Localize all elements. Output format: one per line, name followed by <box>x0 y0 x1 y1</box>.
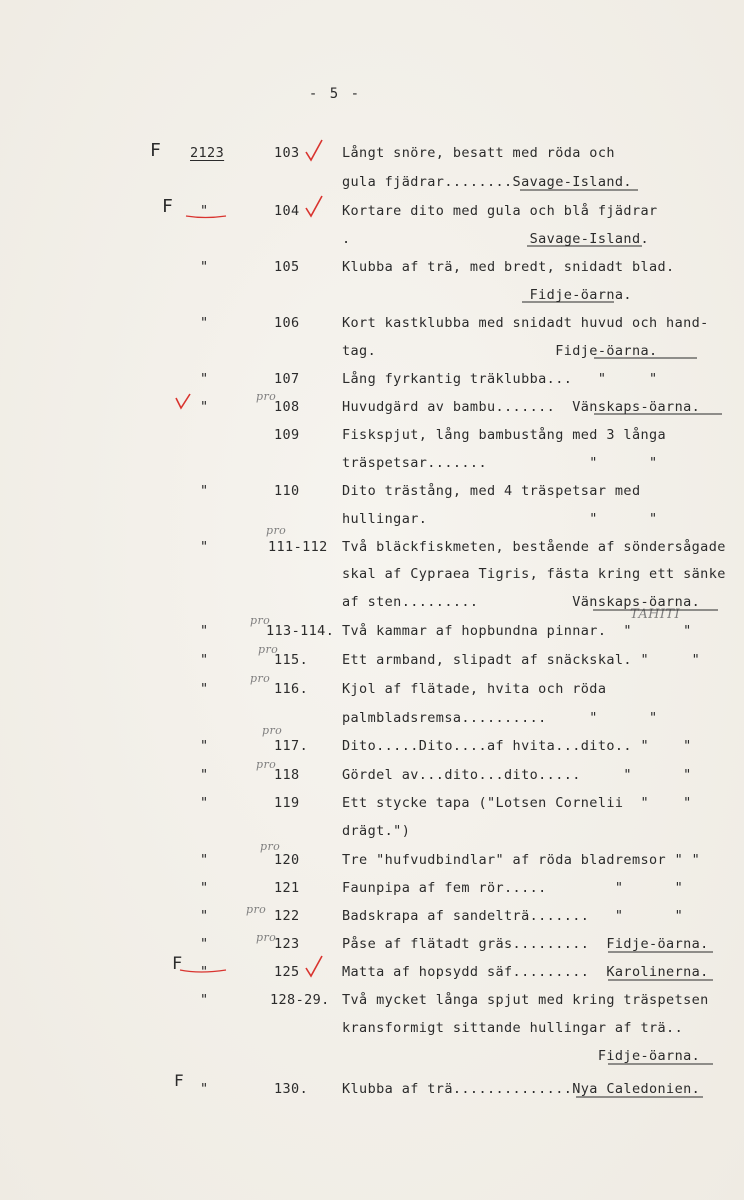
item-description: Två bläckfiskmeten, bestående af söndersågade <box>342 539 726 555</box>
item-number: 122 <box>274 908 300 924</box>
ditto-mark: " <box>200 203 209 219</box>
item-number: 121 <box>274 880 300 896</box>
ditto-mark: " <box>200 539 209 555</box>
item-number: 107 <box>274 371 300 387</box>
ditto-mark: " <box>200 992 209 1008</box>
item-description: Huvudgärd av bambu....... Vänskaps-öarna. <box>342 399 701 415</box>
ditto-mark: " <box>200 371 209 387</box>
ditto-mark: " <box>200 681 209 697</box>
item-number: 125 <box>274 964 300 980</box>
item-description: Matta af hopsydd säf......... Karolinerna. <box>342 964 709 980</box>
item-description: Kort kastklubba med snidadt huvud och hand- <box>342 315 709 331</box>
item-description: drägt.") <box>342 823 411 839</box>
f-mark: F <box>162 196 174 217</box>
item-description: af sten......... Vänskaps-öarna. <box>342 594 701 610</box>
item-number: 123 <box>274 936 300 952</box>
ditto-mark: " <box>200 767 209 783</box>
item-number: 103 <box>274 145 300 161</box>
item-number: 109 <box>274 427 300 443</box>
ditto-mark: " <box>200 795 209 811</box>
item-number: 108 <box>274 399 300 415</box>
ditto-mark: " <box>200 483 209 499</box>
pencil-note: pro <box>260 840 281 853</box>
ditto-mark: " <box>200 908 209 924</box>
item-number: 111-112 <box>268 539 328 555</box>
inventory-number: 2123 <box>190 145 225 161</box>
item-description: Fidje-öarna. <box>342 287 632 303</box>
item-description: palmbladsremsa.......... " " <box>342 710 658 726</box>
item-description: Två kammar af hopbundna pinnar. " " <box>342 623 692 639</box>
ditto-mark: " <box>200 623 209 639</box>
item-description: Dito.....Dito....af hvita...dito.. " " <box>342 738 692 754</box>
item-description: Långt snöre, besatt med röda och <box>342 145 615 161</box>
f-mark: F <box>150 140 162 161</box>
item-number: 116. <box>274 681 309 697</box>
page-number: - 5 - <box>308 86 362 102</box>
item-description: Påse af flätadt gräs......... Fidje-öarna. <box>342 936 709 952</box>
item-description: Klubba af trä..............Nya Caledonien. <box>342 1081 701 1097</box>
item-description: Dito trästång, med 4 träspetsar med <box>342 483 641 499</box>
pencil-annotation-tahiti: TAHITI <box>630 607 681 622</box>
ditto-mark: " <box>200 315 209 331</box>
item-description: Tre "hufvudbindlar" af röda bladremsor " " <box>342 852 701 868</box>
item-description: Kortare dito med gula och blå fjädrar <box>342 203 658 219</box>
item-number: 110 <box>274 483 300 499</box>
pencil-note: pro <box>250 614 271 627</box>
pencil-note: pro <box>256 931 277 944</box>
item-description: Gördel av...dito...dito..... " " <box>342 767 692 783</box>
ditto-mark: " <box>200 880 209 896</box>
item-description: Klubba af trä, med bredt, snidadt blad. <box>342 259 675 275</box>
red-check-icon <box>176 394 190 408</box>
item-description: . Savage-Island. <box>342 231 649 247</box>
ditto-mark: " <box>200 399 209 415</box>
item-description: hullingar. " " <box>342 511 658 527</box>
item-number: 118 <box>274 767 300 783</box>
item-description: kransformigt sittande hullingar af trä.. <box>342 1020 684 1036</box>
item-description: Fidje-öarna. <box>342 1048 701 1064</box>
item-number: 115. <box>274 652 309 668</box>
item-number: 119 <box>274 795 300 811</box>
pencil-note: pro <box>256 390 277 403</box>
item-description: Ett stycke tapa ("Lotsen Cornelii " " <box>342 795 692 811</box>
f-mark: F <box>172 954 183 974</box>
item-number: 130. <box>274 1081 309 1097</box>
ditto-mark: " <box>200 259 209 275</box>
pencil-note: pro <box>256 758 277 771</box>
item-description: träspetsar....... " " <box>342 455 658 471</box>
pencil-note: pro <box>258 643 279 656</box>
pencil-note: pro <box>246 903 267 916</box>
item-description: Ett armband, slipadt af snäckskal. " " <box>342 652 701 668</box>
item-number: 105 <box>274 259 300 275</box>
ditto-mark: " <box>200 738 209 754</box>
item-number: 106 <box>274 315 300 331</box>
item-description: tag. Fidje-öarna. <box>342 343 658 359</box>
f-mark: F <box>174 1071 185 1090</box>
ditto-mark: " <box>200 936 209 952</box>
ditto-mark: " <box>200 852 209 868</box>
pencil-note: pro <box>262 724 283 737</box>
item-number: 128-29. <box>270 992 330 1008</box>
ditto-mark: " <box>200 1081 209 1097</box>
red-check-icon <box>306 196 322 216</box>
item-number: 104 <box>274 203 300 219</box>
red-check-icon <box>306 956 322 976</box>
item-description: Lång fyrkantig träklubba... " " <box>342 371 658 387</box>
pencil-note: pro <box>266 524 287 537</box>
pencil-note: pro <box>250 672 271 685</box>
ditto-mark: " <box>200 964 209 980</box>
item-description: Två mycket långa spjut med kring träspetsen <box>342 992 709 1008</box>
item-description: Faunpipa af fem rör..... " " <box>342 880 684 896</box>
item-description: gula fjädrar........Savage-Island. <box>342 174 632 190</box>
item-number: 113-114. <box>266 623 335 639</box>
item-number: 117. <box>274 738 309 754</box>
item-number: 120 <box>274 852 300 868</box>
item-description: Badskrapa af sandelträ....... " " <box>342 908 684 924</box>
item-description: Kjol af flätade, hvita och röda <box>342 681 607 697</box>
item-description: skal af Cypraea Tigris, fästa kring ett sänke <box>342 566 726 582</box>
item-description: Fiskspjut, lång bambustång med 3 långa <box>342 427 667 443</box>
ditto-mark: " <box>200 652 209 668</box>
red-check-icon <box>306 140 322 160</box>
